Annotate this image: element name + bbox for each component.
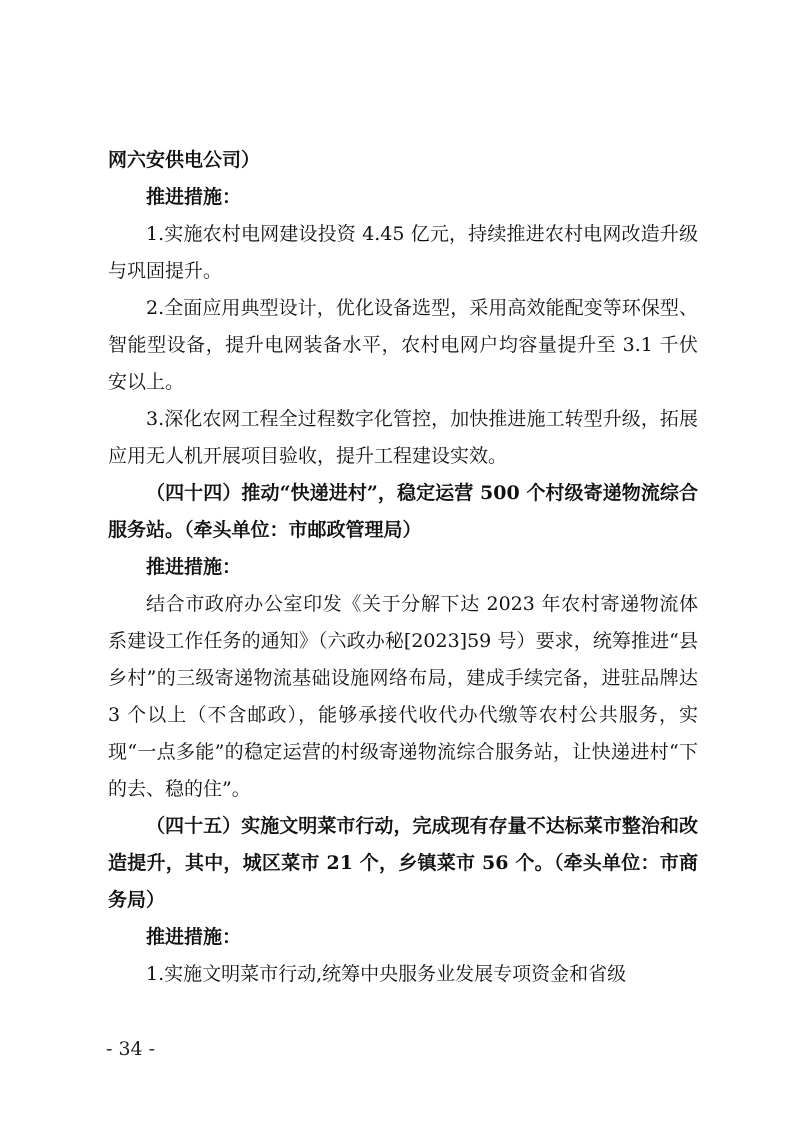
page-number: - 34 - [106,1038,156,1060]
paragraph-11: 1.实施文明菜市行动,统筹中央服务业发展专项资金和省级 [146,963,627,985]
paragraph-7: 推进措施： [146,556,242,578]
paragraph-3: 1.实施农村电网建设投资 4.45 亿元，持续推进农村电网改造升级与巩固提升。 [108,223,698,282]
paragraph-5: 3.深化农网工程全过程数字化管控，加快推进施工转型升级，拓展应用无人机开展项目验收，提升工程建设实效。 [108,408,698,467]
paragraph-10: 推进措施： [146,926,242,948]
paragraph-4: 2.全面应用典型设计，优化设备选型，采用高效能配变等环保型、智能型设备，提升电网装备水平，农村电网户均容量提升至 3.1 千伏安以上。 [108,297,698,393]
paragraph-2: 推进措施： [146,186,242,208]
document-body [108,142,698,993]
paragraph-6: （四十四）推动“快递进村”，稳定运营 500 个村级寄递物流综合服务站。（牵头单位：市邮政管理局） [108,482,698,541]
paragraph-1: 网六安供电公司） [108,149,261,171]
paragraph-8: 结合市政府办公室印发《关于分解下达 2023 年农村寄递物流体系建设工作任务的通知》（六政办秘[2023]59 号）要求，统筹推进“县乡村”的三级寄递物流基础设施网络布局，建成手续完备，进驻品牌达 3 个以上（不含邮政），能够承接代收代办代缴等农村公共服务，实现“一点多能”的稳定运营的村级寄递物流综合服务站，让快递进村“下的去、稳的住”。 [108,593,698,800]
paragraph-9: （四十五）实施文明菜市行动，完成现有存量不达标菜市整治和改造提升，其中，城区菜市 21 个，乡镇菜市 56 个。（牵头单位：市商务局） [108,815,698,911]
